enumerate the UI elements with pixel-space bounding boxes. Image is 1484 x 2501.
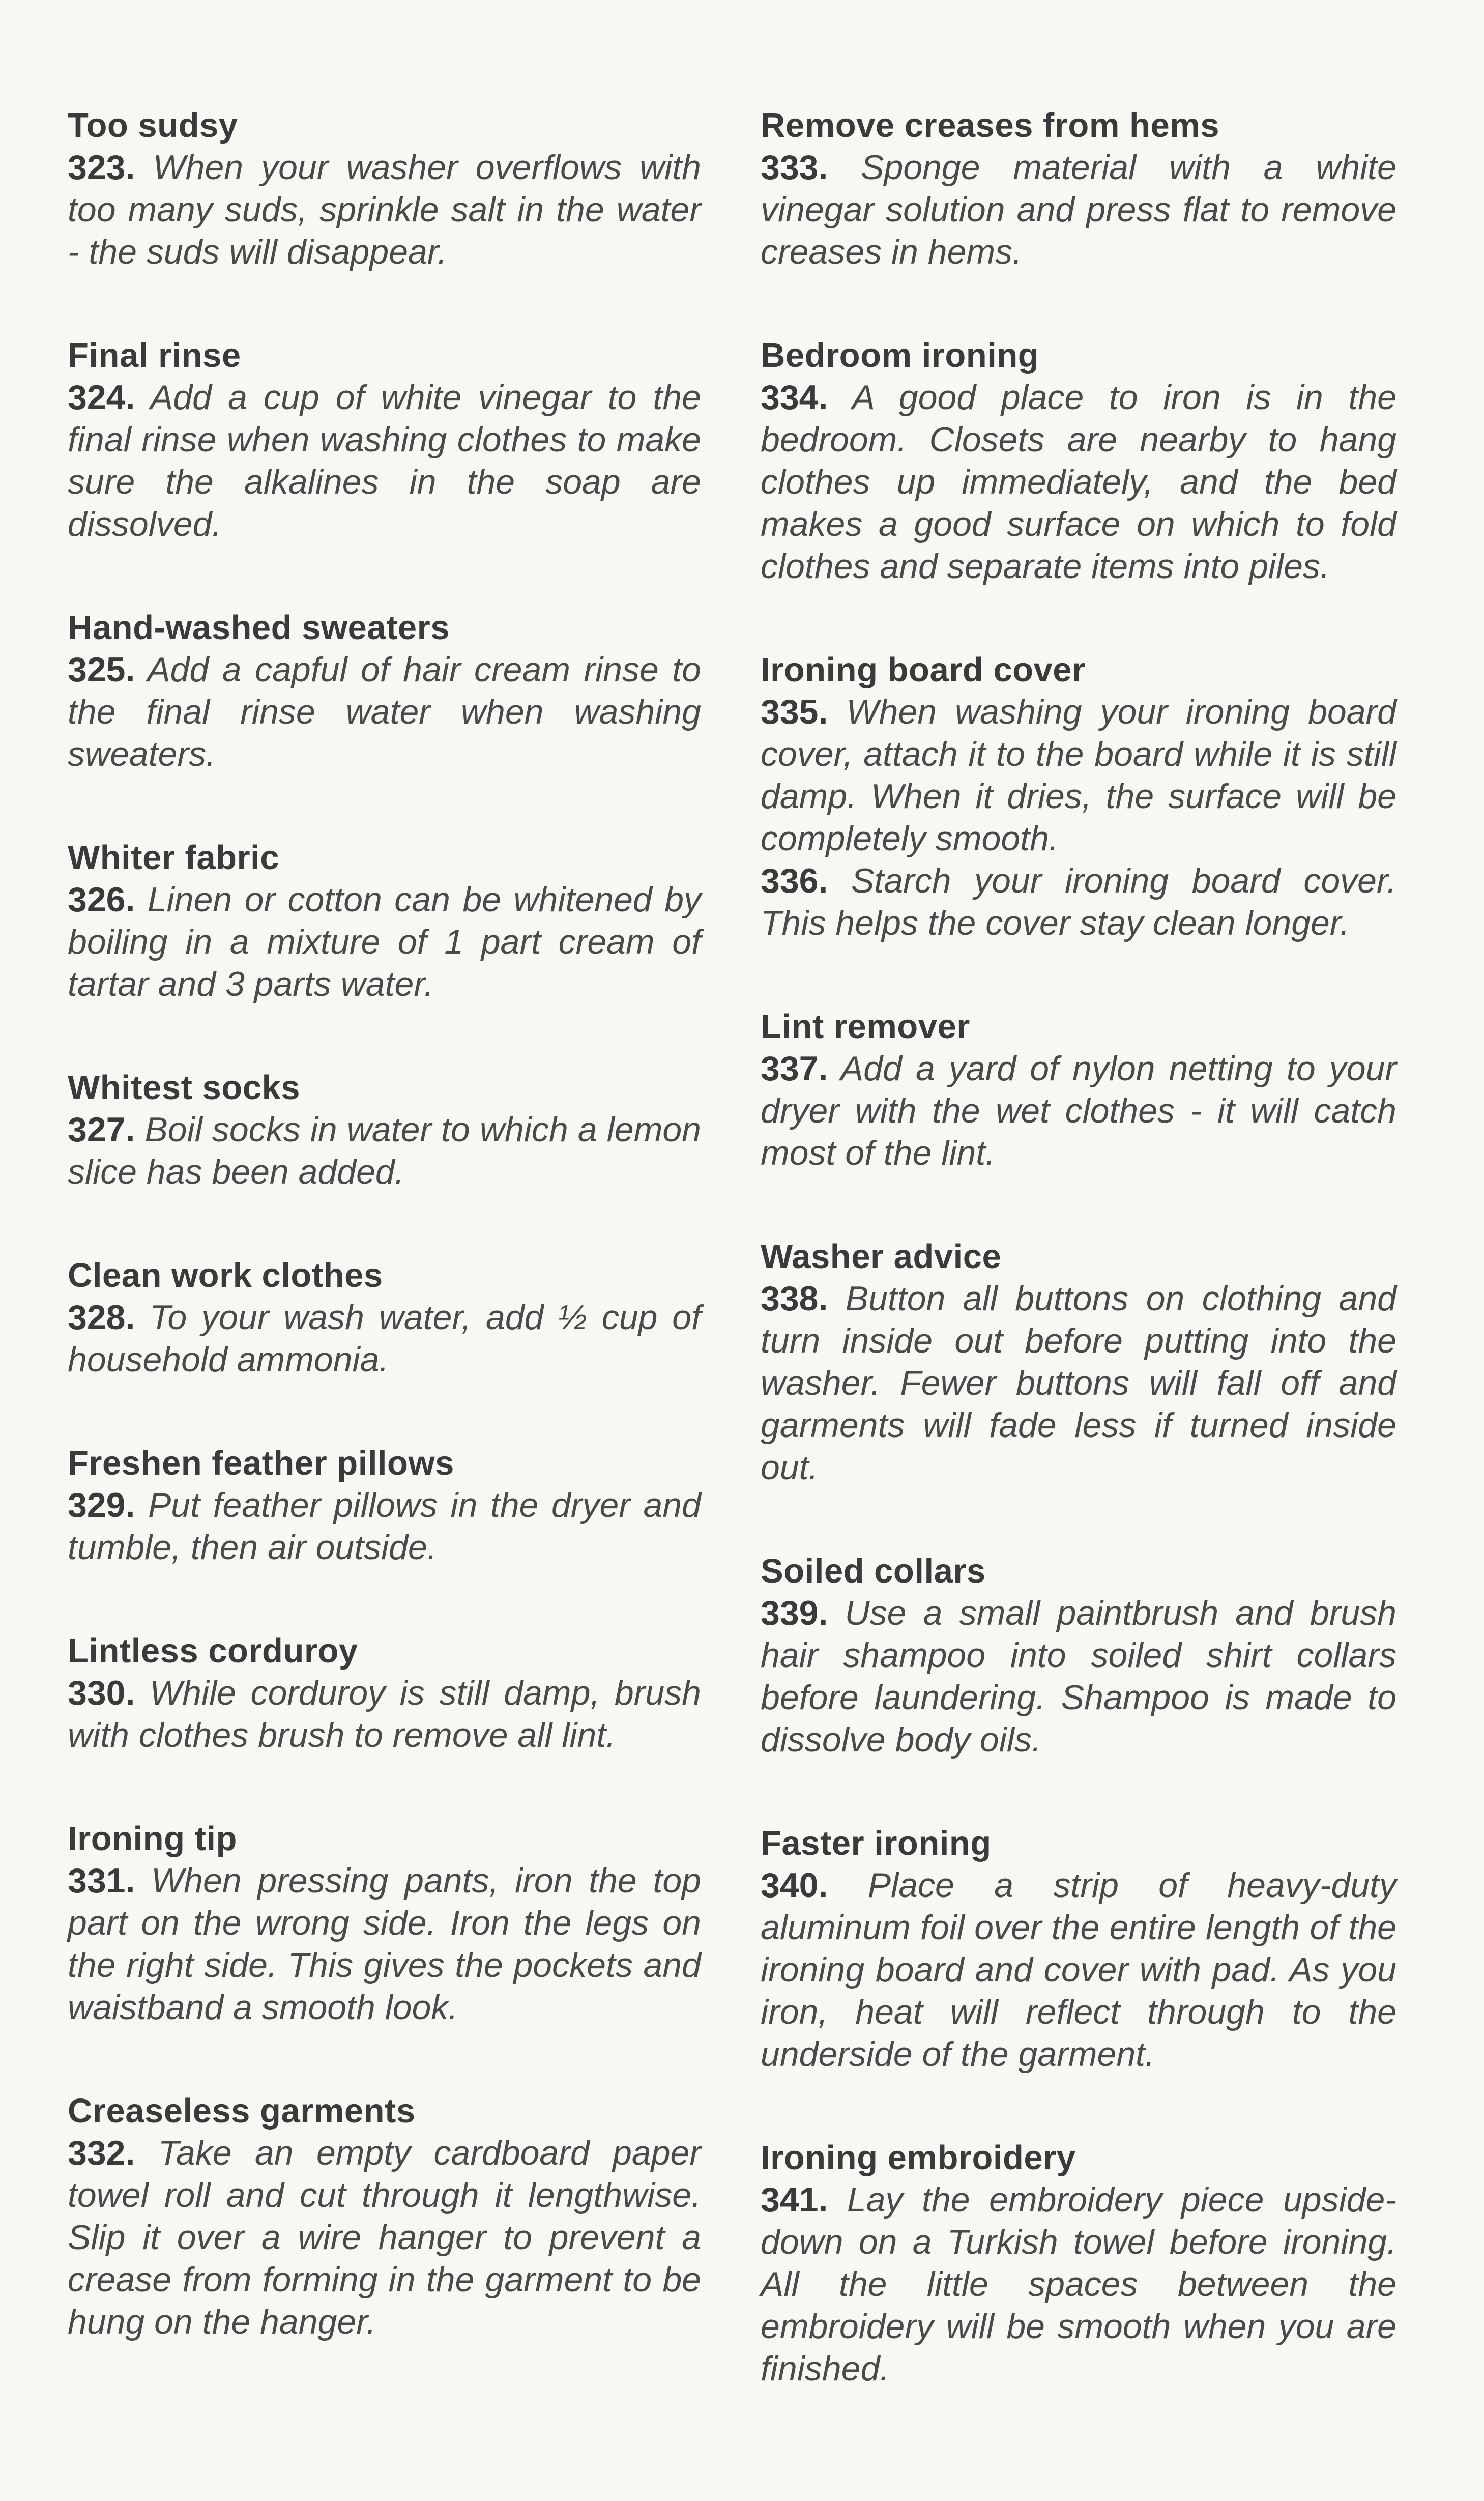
tip-section: [761, 334, 1396, 588]
tip-entry: [761, 2179, 1396, 2390]
tip-number: 333.: [761, 148, 828, 187]
tip-number: 341.: [761, 2180, 828, 2219]
tip-section: [68, 837, 701, 1005]
tip-heading: Bedroom ironing: [761, 336, 1039, 375]
tip-section: [761, 1235, 1396, 1489]
tip-section: [68, 2090, 701, 2343]
tip-number: 326.: [68, 880, 135, 919]
tip-entry: [761, 1278, 1396, 1489]
tip-heading: Clean work clothes: [68, 1256, 383, 1295]
tip-number: 335.: [761, 693, 828, 731]
tip-entry: [761, 377, 1396, 588]
tip-entry: [68, 377, 701, 545]
tip-heading: Creaseless garments: [68, 2092, 416, 2130]
tip-number: 332.: [68, 2134, 135, 2172]
left-column: [68, 104, 701, 2404]
tip-number: 327.: [68, 1110, 135, 1149]
tip-text: When washing your ironing board cover, attach it to the board while it is still damp. When it dries, the surface will be completely smooth.: [761, 693, 1396, 858]
tip-heading: Whiter fabric: [68, 839, 279, 877]
tip-section: [761, 1822, 1396, 2076]
tip-section: [68, 104, 701, 273]
tip-section: [761, 1005, 1396, 1174]
tip-entry: [761, 1864, 1396, 2076]
tip-entry: [761, 860, 1396, 944]
tip-entry: [761, 1592, 1396, 1761]
tip-entry: [761, 691, 1396, 860]
tip-number: 330.: [68, 1674, 135, 1712]
tip-heading: Ironing tip: [68, 1820, 237, 1858]
tip-heading: Ironing embroidery: [761, 2139, 1076, 2177]
tip-entry: [68, 1860, 701, 2029]
tip-entry: [68, 649, 701, 775]
tip-entry: [761, 1048, 1396, 1174]
tip-section: [68, 607, 701, 775]
tip-heading: Remove creases from hems: [761, 106, 1220, 145]
tip-number: 340.: [761, 1866, 828, 1905]
tip-number: 331.: [68, 1861, 135, 1900]
tip-section: [68, 334, 701, 545]
tip-text: Sponge material with a white vinegar solution and press flat to remove creases in hems.: [761, 148, 1396, 271]
tip-text: While corduroy is still damp, brush with clothes brush to remove all lint.: [68, 1674, 701, 1755]
tip-number: 334.: [761, 378, 828, 417]
tip-section: [761, 2137, 1396, 2390]
tip-number: 324.: [68, 378, 135, 417]
tip-entry: [68, 1484, 701, 1569]
tip-section: [68, 1254, 701, 1381]
tip-text: Button all buttons on clothing and turn inside out before putting into the washer. Fewer buttons will fall off and garments will fade less if turned inside out.: [761, 1279, 1396, 1487]
tip-text: Linen or cotton can be whitened by boiling in a mixture of 1 part cream of tartar and 3 parts water.: [68, 880, 701, 1003]
tip-section: [761, 1550, 1396, 1761]
tip-number: 323.: [68, 148, 135, 187]
tip-heading: Hand-washed sweaters: [68, 609, 450, 647]
tip-text: When your washer overflows with too many suds, sprinkle salt in the water - the suds will disappear.: [68, 148, 701, 271]
tip-entry: [68, 1109, 701, 1193]
tip-heading: Lintless corduroy: [68, 1632, 358, 1670]
tip-entry: [68, 2132, 701, 2343]
tip-section: [761, 104, 1396, 273]
tip-number: 328.: [68, 1298, 135, 1337]
tip-number: 329.: [68, 1486, 135, 1525]
tip-entry: [68, 147, 701, 273]
tip-entry: [761, 147, 1396, 273]
tip-text: Place a strip of heavy-duty aluminum foil over the entire length of the ironing board and cover with pad. As you iron, heat will reflect through to the underside of the garment.: [761, 1866, 1396, 2074]
tip-section: [68, 1067, 701, 1193]
tip-heading: Whitest socks: [68, 1069, 301, 1107]
tip-entry: [68, 1297, 701, 1381]
tip-section: [761, 649, 1396, 944]
tip-text: Starch your ironing board cover. This helps the cover stay clean longer.: [761, 861, 1396, 942]
tip-number: 338.: [761, 1279, 828, 1318]
tip-number: 337.: [761, 1049, 828, 1088]
tip-text: When pressing pants, iron the top part on the wrong side. Iron the legs on the right side. This gives the pockets and waistband a smooth look.: [68, 1861, 701, 2027]
tip-section: [68, 1818, 701, 2029]
tip-section: [68, 1442, 701, 1569]
tip-text: Add a cup of white vinegar to the final rinse when washing clothes to make sure the alkalines in the soap are dissolved.: [68, 378, 701, 543]
tip-text: Add a yard of nylon netting to your dryer with the wet clothes - it will catch most of the lint.: [761, 1049, 1396, 1172]
tip-number: 336.: [761, 861, 828, 900]
tip-heading: Washer advice: [761, 1238, 1002, 1276]
tip-heading: Faster ironing: [761, 1824, 992, 1862]
tip-entry: [68, 1672, 701, 1757]
tip-text: Boil socks in water to which a lemon slice has been added.: [68, 1110, 701, 1191]
tip-text: Use a small paintbrush and brush hair shampoo into soiled shirt collars before laundering. Shampoo is made to dissolve body oils.: [761, 1594, 1396, 1759]
tip-entry: [68, 879, 701, 1005]
tip-text: Put feather pillows in the dryer and tumble, then air outside.: [68, 1486, 701, 1567]
tip-heading: Soiled collars: [761, 1552, 986, 1590]
tip-heading: Lint remover: [761, 1008, 970, 1046]
tip-heading: Final rinse: [68, 336, 241, 375]
tip-text: Take an empty cardboard paper towel roll and cut through it lengthwise. Slip it over a wire hanger to prevent a crease from forming in the garment to be hung on the hanger.: [68, 2134, 701, 2341]
tip-text: A good place to iron is in the bedroom. Closets are nearby to hang clothes up immediately, and the bed makes a good surface on which to fold clothes and separate items into piles.: [761, 378, 1397, 586]
tip-number: 339.: [761, 1594, 828, 1632]
tip-section: [68, 1630, 701, 1757]
tip-text: To your wash water, add ½ cup of household ammonia.: [68, 1298, 701, 1379]
tip-heading: Too sudsy: [68, 106, 238, 145]
tip-heading: Freshen feather pillows: [68, 1444, 454, 1482]
tip-number: 325.: [68, 650, 135, 689]
tip-text: Add a capful of hair cream rinse to the final rinse water when washing sweaters.: [68, 650, 701, 773]
tip-heading: Ironing board cover: [761, 651, 1086, 689]
tip-text: Lay the embroidery piece upside-down on a Turkish towel before ironing. All the little spaces between the embroidery will be smooth when you are finished.: [761, 2180, 1396, 2388]
right-column: [761, 104, 1396, 2451]
